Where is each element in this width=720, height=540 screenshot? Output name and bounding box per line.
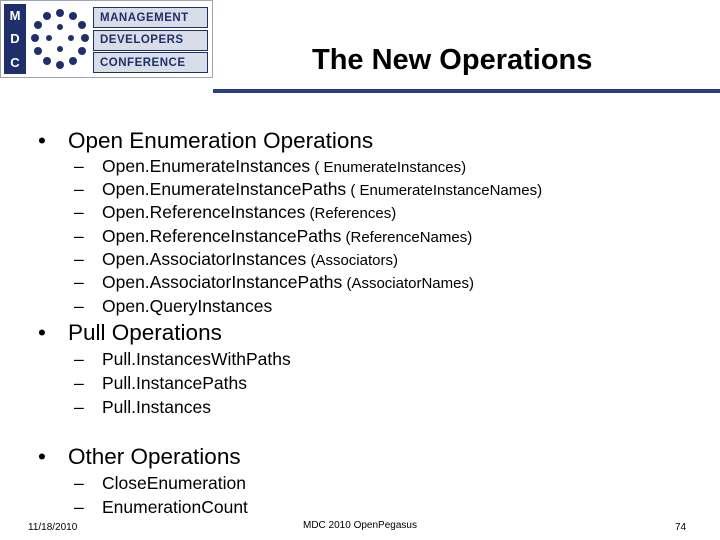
list-item	[74, 226, 472, 247]
item-main: Open.QueryInstances	[102, 296, 273, 316]
logo-mdc-strip	[4, 4, 26, 74]
item-main: Pull.Instances	[102, 397, 211, 417]
item-main: Open.EnumerateInstancePaths	[102, 179, 347, 199]
mdc-logo	[0, 0, 213, 78]
slide-title: The New Operations	[312, 44, 593, 76]
item-paren: (ReferenceNames)	[341, 229, 473, 246]
item-main: CloseEnumeration	[102, 473, 246, 493]
list-item	[74, 156, 466, 177]
item-main: Open.ReferenceInstances	[102, 202, 306, 222]
dash: –	[74, 156, 84, 176]
list-item	[74, 397, 211, 418]
dash: –	[74, 373, 84, 393]
logo-band-conference: CONFERENCE	[93, 52, 208, 73]
list-item	[74, 373, 247, 394]
item-paren: ( EnumerateInstanceNames)	[346, 182, 543, 199]
section-pull-operations	[38, 320, 222, 346]
item-main: Pull.InstancePaths	[102, 373, 247, 393]
item-main: Open.EnumerateInstances	[102, 156, 311, 176]
dash: –	[74, 397, 84, 417]
footer-center: MDC 2010 OpenPegasus	[303, 520, 417, 531]
title-rule	[213, 89, 720, 93]
logo-letter-m: M	[9, 8, 21, 24]
list-item	[74, 272, 474, 293]
logo-bands	[93, 7, 208, 73]
section-label: Other Operations	[68, 444, 241, 469]
dash: –	[74, 497, 84, 517]
dash: –	[74, 272, 84, 292]
dash: –	[74, 349, 84, 369]
section-label: Open Enumeration Operations	[68, 128, 374, 153]
item-paren: (References)	[305, 205, 397, 222]
list-item	[74, 497, 248, 518]
dash: –	[74, 296, 84, 316]
dash: –	[74, 179, 84, 199]
logo-dot-ring-icon	[29, 7, 91, 73]
logo-band-management: MANAGEMENT	[93, 7, 208, 28]
section-label: Pull Operations	[68, 320, 222, 345]
section-other-operations	[38, 444, 241, 470]
logo-letter-c: C	[10, 54, 20, 70]
item-paren: (AssociatorNames)	[342, 275, 474, 292]
item-main: Pull.InstancesWithPaths	[102, 349, 291, 369]
page-number: 74	[675, 522, 687, 533]
dash: –	[74, 249, 84, 269]
dash: –	[74, 473, 84, 493]
bullet: •	[38, 128, 46, 153]
list-item	[74, 473, 246, 494]
list-item	[74, 202, 396, 223]
item-main: Open.AssociatorInstancePaths	[102, 272, 343, 292]
item-main: Open.ReferenceInstancePaths	[102, 226, 342, 246]
dash: –	[74, 202, 84, 222]
list-item	[74, 249, 398, 270]
footer-date: 11/18/2010	[28, 522, 78, 533]
section-open-enumeration	[38, 128, 373, 154]
logo-band-developers: DEVELOPERS	[93, 30, 208, 51]
list-item	[74, 349, 291, 370]
bullet: •	[38, 444, 46, 469]
item-paren: (Associators)	[306, 252, 398, 269]
item-main: EnumerationCount	[102, 497, 248, 517]
bullet: •	[38, 320, 46, 345]
dash: –	[74, 226, 84, 246]
logo-letter-d: D	[10, 31, 20, 47]
item-paren: ( EnumerateInstances)	[310, 159, 467, 176]
list-item	[74, 296, 272, 317]
item-main: Open.AssociatorInstances	[102, 249, 307, 269]
list-item	[74, 179, 542, 200]
